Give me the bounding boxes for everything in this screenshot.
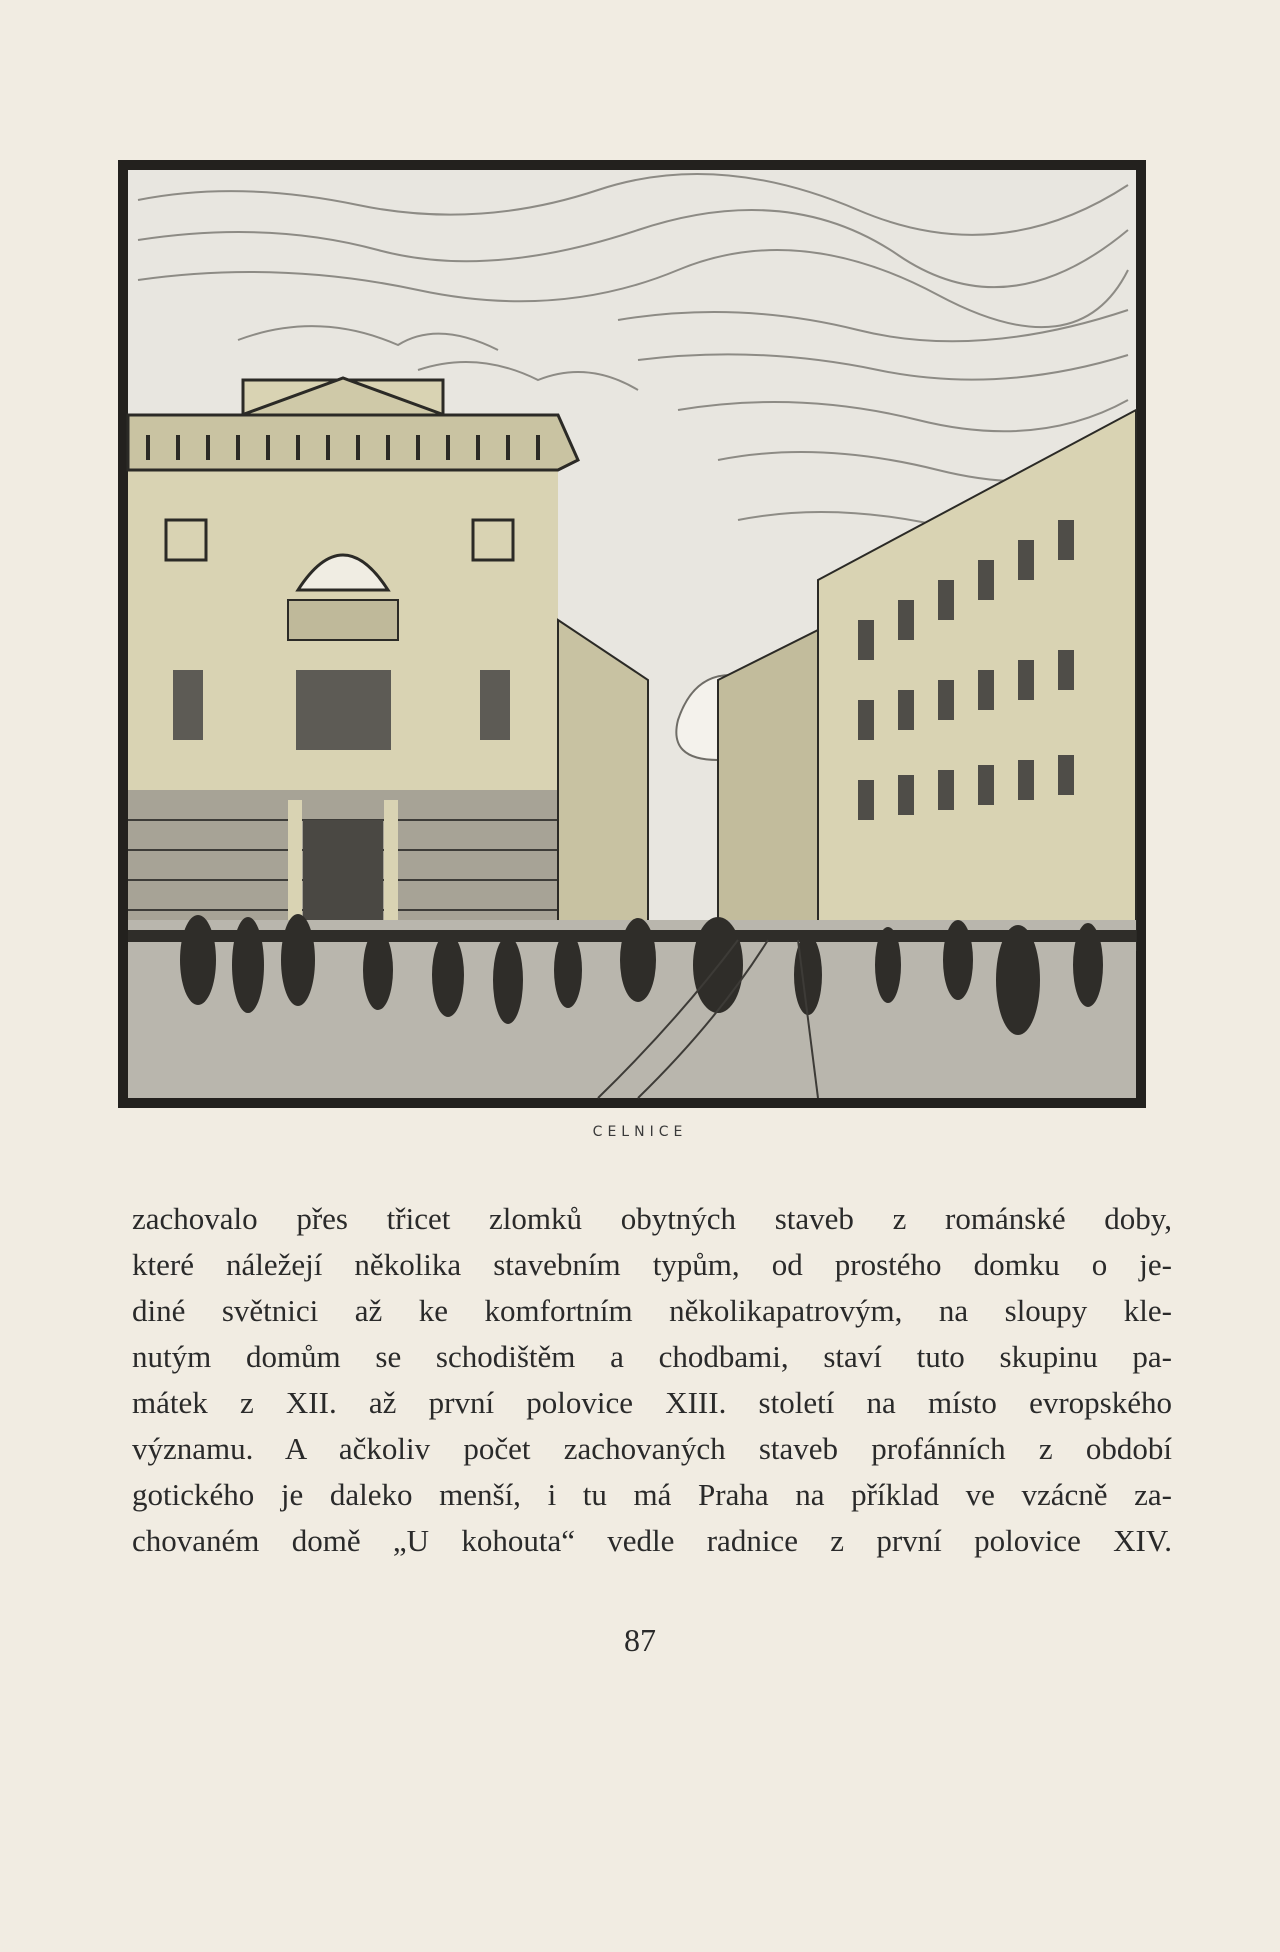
woodcut-illustration bbox=[118, 160, 1146, 1108]
text-line: významu. A ačkoliv počet zachovaných staveb profánních z období bbox=[132, 1431, 1172, 1466]
text-line: mátek z XII. až první polovice XIII. století na místo evropského bbox=[132, 1385, 1172, 1420]
woodcut-street-scene-icon bbox=[118, 160, 1146, 1108]
text-line: chovaném domě „U kohouta“ vedle radnice z první polovice XIV. bbox=[132, 1523, 1172, 1558]
page-number: 87 bbox=[624, 1622, 656, 1658]
text-line: diné světnici až ke komfortním několikapatrovým, na sloupy kle- bbox=[132, 1293, 1172, 1328]
text-line: gotického je daleko menší, i tu má Praha na příklad ve vzácně za- bbox=[132, 1477, 1172, 1512]
text-line: které náležejí několika stavebním typům, od prostého domku o je- bbox=[132, 1247, 1172, 1282]
text-line: nutým domům se schodištěm a chodbami, staví tuto skupinu pa- bbox=[132, 1339, 1172, 1374]
text-line: zachovalo přes třicet zlomků obytných staveb z románské doby, bbox=[132, 1201, 1172, 1236]
body-paragraph bbox=[132, 1196, 1172, 1564]
illustration-caption: CELNICE bbox=[592, 1124, 688, 1140]
